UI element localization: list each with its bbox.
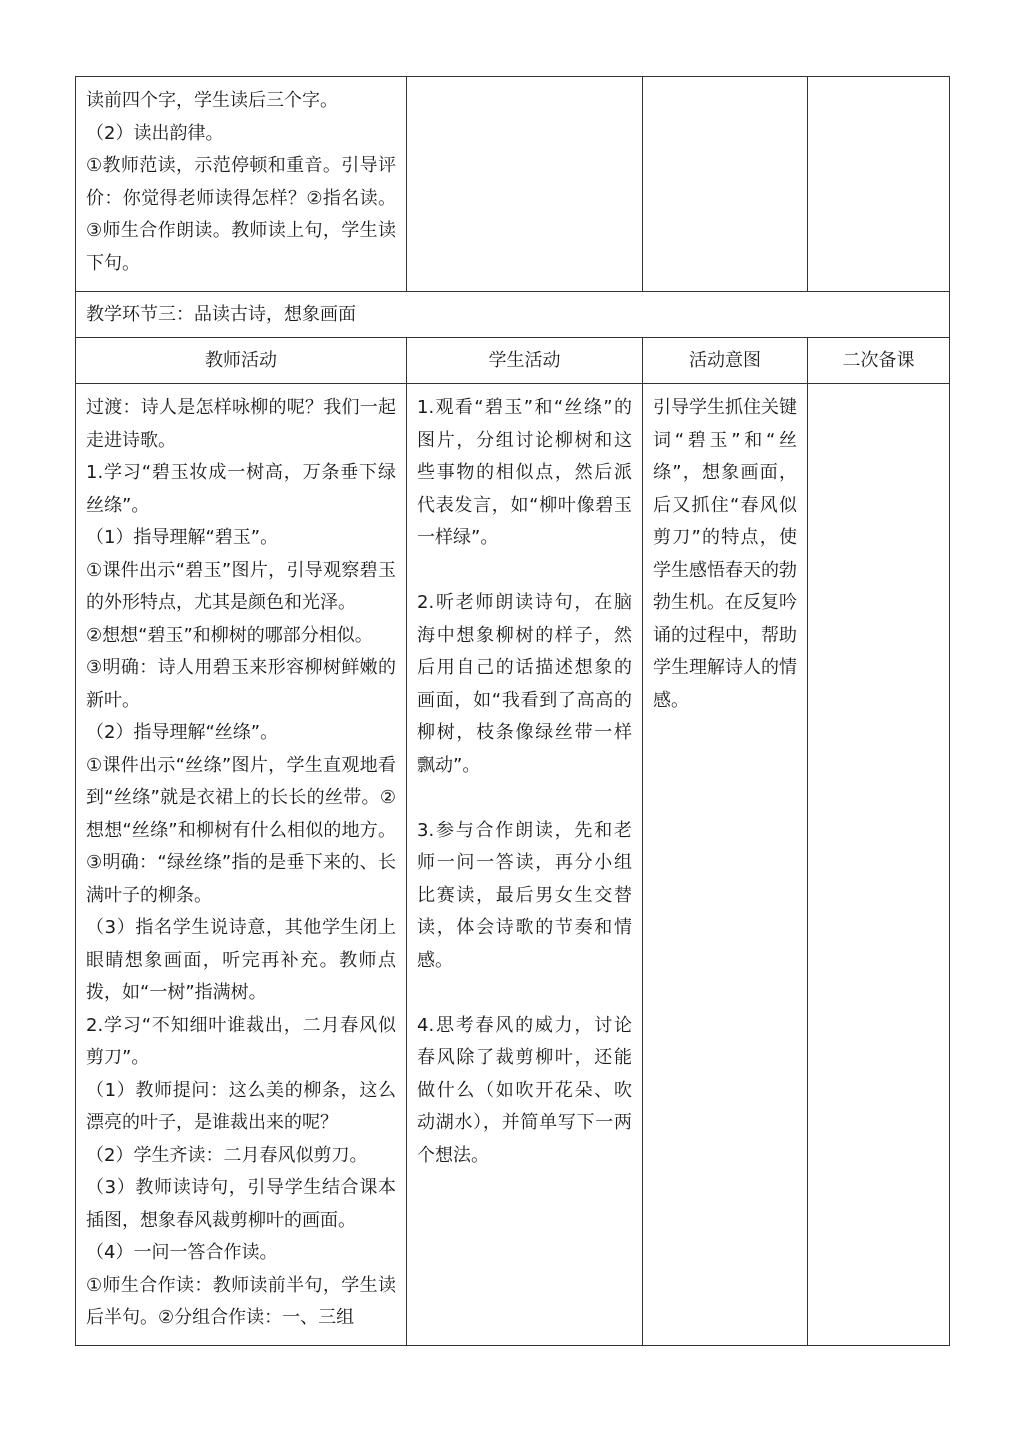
student-activity-cell xyxy=(407,384,643,1346)
student-item: 4.思考春风的威力，讨论春风除了裁剪柳叶，还能做什么（如吹开花朵、吹动湖水），并简单写下一两个想法。 xyxy=(417,1014,632,1166)
header-teacher-label: 教师活动 xyxy=(205,350,277,371)
teacher-line: （4）一问一答合作读。 xyxy=(86,1242,278,1263)
teacher-activity-cell xyxy=(76,384,407,1346)
teacher-line: （3）教师读诗句，引导学生结合课本插图，想象春风裁剪柳叶的画面。 xyxy=(86,1177,396,1231)
teacher-line: （1）教师提问：这么美的柳条，这么漂亮的叶子，是谁裁出来的呢？ xyxy=(86,1079,396,1133)
header-second-label: 二次备课 xyxy=(842,350,915,371)
teacher-line: ①课件出示“丝绦”图片，学生直观地看到“丝绦”就是衣裙上的长长的丝带。②想想“丝绦”和柳树有什么相似的地方。③明确：“绿丝绦”指的是垂下来的、长满叶子的柳条。 xyxy=(86,754,396,906)
teacher-line: ①教师范读，示范停顿和重音。引导评价：你觉得老师读得怎样？②指名读。③师生合作朗读。教师读上句，学生读下句。 xyxy=(86,155,396,274)
header-intent-label: 活动意图 xyxy=(689,350,761,371)
activity-intent-text: 引导学生抓住关键词“碧玉”和“丝绦”，想象画面，后又抓住“春风似剪刀”的特点，使学生感悟春天的勃勃生机。在反复吟诵的过程中，帮助学生理解诗人的情感。 xyxy=(653,397,797,711)
student-item: 2.听老师朗读诗句，在脑海中想象柳树的样子，然后用自己的话描述想象的画面，如“我看到了高高的柳树，枝条像绿丝带一样飘动”。 xyxy=(417,592,632,776)
teacher-line: ②想想“碧玉”和柳树的哪部分相似。 xyxy=(86,624,373,646)
intent-cell-continued xyxy=(643,77,808,292)
activity-intent-cell xyxy=(643,384,808,1346)
header-teacher xyxy=(76,338,407,384)
teacher-line: （2）学生齐读：二月春风似剪刀。 xyxy=(86,1144,368,1166)
teacher-line: （2）指导理解“丝绦”。 xyxy=(86,722,279,743)
continued-row xyxy=(76,77,950,292)
header-second xyxy=(808,338,950,384)
teacher-line: 过渡：诗人是怎样咏柳的呢？我们一起走进诗歌。 xyxy=(86,397,396,451)
section-title: 教学环节三：品读古诗，想象画面 xyxy=(86,304,356,325)
section-title-cell xyxy=(76,292,950,338)
teacher-line: 1.学习“碧玉妆成一树高，万条垂下绿丝绦”。 xyxy=(86,462,396,516)
second-prep-cell-continued xyxy=(808,77,950,292)
teacher-line: （3）指名学生说诗意，其他学生闭上眼睛想象画面，听完再补充。教师点拨，如“一树”指满树。 xyxy=(86,917,396,1003)
header-intent xyxy=(643,338,808,384)
header-student-label: 学生活动 xyxy=(488,350,561,371)
section-row xyxy=(76,292,950,338)
student-activity-cell-continued xyxy=(407,77,643,292)
second-prep-cell xyxy=(808,384,950,1346)
main-row xyxy=(76,384,950,1346)
teacher-line: （1）指导理解“碧玉”。 xyxy=(86,527,279,548)
teacher-line: ③明确：诗人用碧玉来形容柳树鲜嫩的新叶。 xyxy=(86,657,396,711)
student-item: 1.观看“碧玉”和“丝绦”的图片，分组讨论柳树和这些事物的相似点，然后派代表发言，如“柳叶像碧玉一样绿”。 xyxy=(417,397,632,548)
student-item: 3.参与合作朗读，先和老师一问一答读，再分小组比赛读，最后男女生交替读，体会诗歌的节奏和情感。 xyxy=(417,819,632,971)
teacher-activity-cell-continued xyxy=(76,77,407,292)
header-row xyxy=(76,338,950,384)
teacher-line: （2）读出韵律。 xyxy=(86,122,224,144)
teacher-line: ①课件出示“碧玉”图片，引导观察碧玉的外形特点，尤其是颜色和光泽。 xyxy=(86,559,396,613)
teacher-line: 2.学习“不知细叶谁裁出，二月春风似剪刀”。 xyxy=(86,1014,396,1068)
lesson-plan-table xyxy=(75,76,950,1346)
teacher-line: 读前四个字，学生读后三个字。 xyxy=(86,90,338,111)
teacher-line: ①师生合作读：教师读前半句，学生读后半句。②分组合作读：一、三组 xyxy=(86,1274,396,1328)
header-student xyxy=(407,338,643,384)
